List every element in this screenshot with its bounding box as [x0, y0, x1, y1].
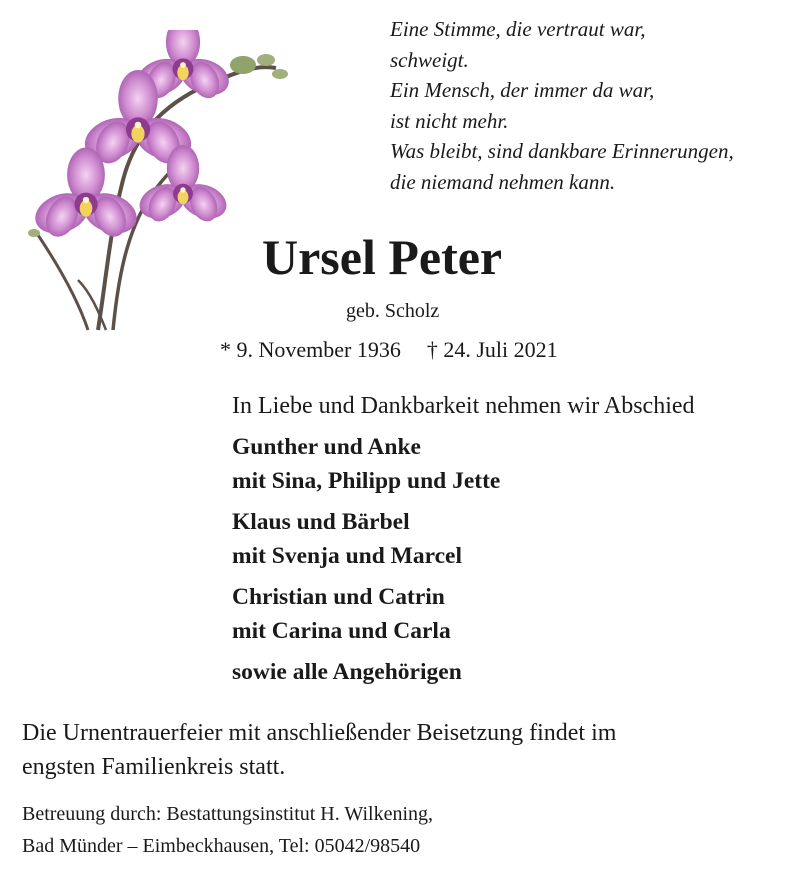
undertaker-info: [22, 798, 433, 862]
orchid-icon: [18, 30, 308, 340]
farewell-line: In Liebe und Dankbarkeit nehmen wir Abschied: [232, 393, 695, 419]
death-date: † 24. Juli 2021: [426, 337, 558, 362]
life-dates: [220, 336, 558, 364]
undertaker-line: Bad Münder – Eimbeckhausen, Tel: 05042/98540: [22, 835, 421, 857]
relatives-line: sowie alle Angehörigen: [232, 659, 462, 685]
ceremony-info: [22, 716, 616, 784]
family-parents: Christian und Catrin: [232, 584, 445, 610]
family-parents: Gunther und Anke: [232, 434, 421, 460]
birth-date: * 9. November 1936: [220, 337, 401, 362]
maiden-name: geb. Scholz: [346, 300, 440, 322]
family-children: mit Carina und Carla: [232, 618, 451, 644]
poem-line: Eine Stimme, die vertraut war,: [390, 17, 646, 41]
poem-line: Ein Mensch, der immer da war,: [390, 78, 655, 102]
poem-line: die niemand nehmen kann.: [390, 169, 616, 194]
family-group: [232, 430, 500, 498]
ceremony-line: engsten Familienkreis statt.: [22, 754, 286, 780]
poem-line: ist nicht mehr.: [390, 108, 509, 133]
poem-line: Was bleibt, sind dankbare Erinnerungen,: [390, 139, 734, 163]
mourners-list: [232, 430, 500, 655]
family-children: mit Svenja und Marcel: [232, 543, 462, 569]
deceased-name: Ursel Peter: [262, 229, 503, 285]
poem-line: schweigt.: [390, 47, 469, 72]
family-group: [232, 505, 500, 573]
family-children: mit Sina, Philipp und Jette: [232, 468, 501, 494]
family-group: [232, 580, 500, 648]
family-parents: Klaus und Bärbel: [232, 509, 410, 535]
undertaker-line: Betreuung durch: Bestattungsinstitut H. Wilkening,: [22, 803, 434, 825]
ceremony-line: Die Urnentrauerfeier mit anschließender Beisetzung findet im: [22, 720, 617, 746]
poem: [390, 14, 734, 197]
